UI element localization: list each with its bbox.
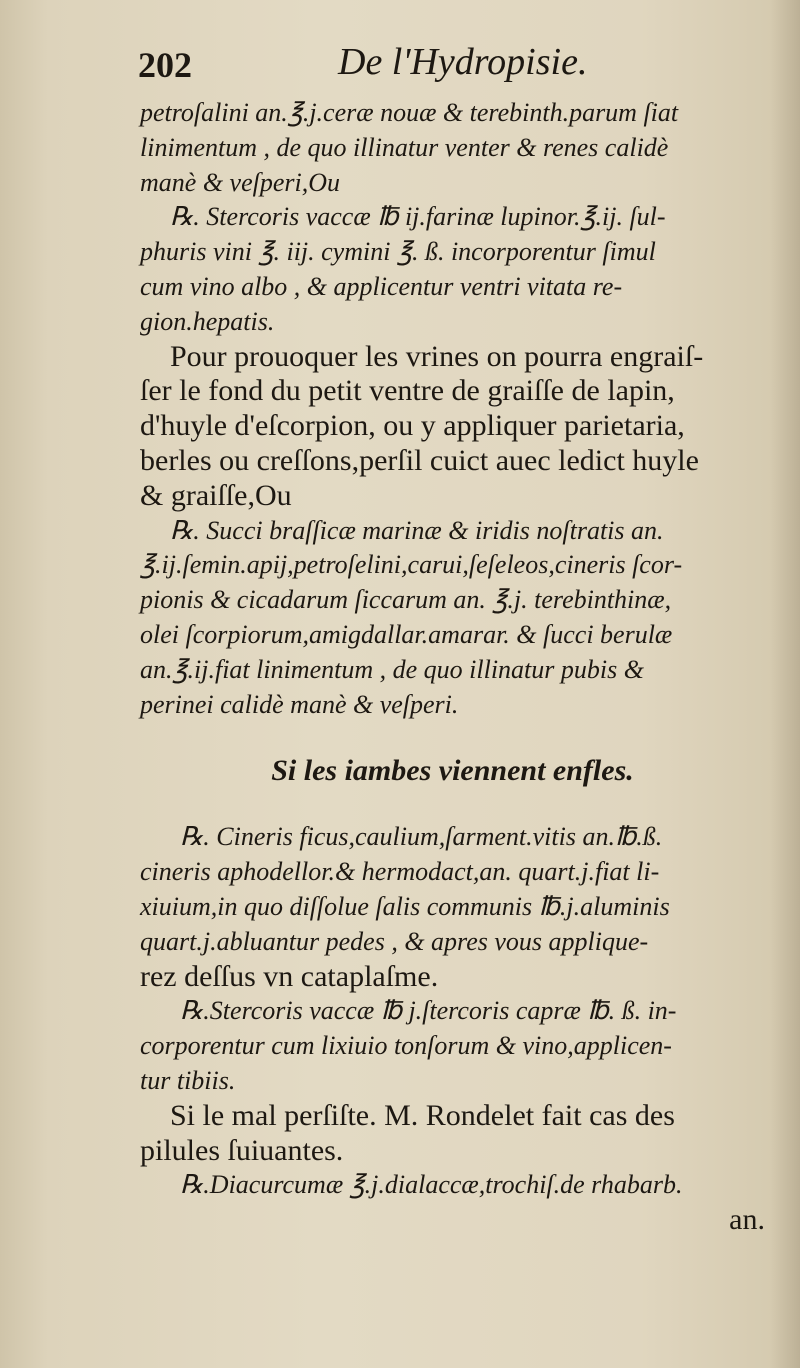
latin-text-line: petroſalini an.℥.j.ceræ nouæ & terebinth.parum ſiat xyxy=(140,98,679,127)
french-text-line: rez deſſus vn cataplaſme. xyxy=(140,959,439,993)
latin-text-line: ℞.Diacurcumæ ℥.j.dialaccæ,trochiſ.de rhabarb. xyxy=(180,1170,683,1200)
latin-text-line: corporentur cum lixiuio tonſorum & vino,applicen- xyxy=(140,1031,672,1061)
french-text-line: pilules ſuiuantes. xyxy=(140,1133,344,1167)
french-text-line: Si le mal perſiſte. M. Rondelet fait cas des xyxy=(170,1098,675,1132)
french-text-line: & graiſſe,Ou xyxy=(140,478,292,512)
french-text-line: ſer le fond du petit ventre de graiſſe de lapin, xyxy=(140,374,675,408)
latin-text-line: cineris aphodellor.& hermodact,an. quart.j.fiat li- xyxy=(140,857,660,887)
latin-text-line: perinei calidè manè & veſperi. xyxy=(140,689,459,719)
latin-text-line: xiuium,in quo diſſolue ſalis communis ℔.j.aluminis xyxy=(140,891,670,921)
running-head: De l'Hydropisie. xyxy=(338,41,588,83)
latin-text-line: manè & veſperi,Ou xyxy=(140,167,341,197)
latin-text-line: ℞. Succi braſſicæ marinæ & iridis noſtratis an. xyxy=(170,515,664,545)
page-header xyxy=(138,40,758,90)
latin-text-line: gion.hepatis. xyxy=(140,306,275,336)
latin-text-line: cum vino albo , & applicentur ventri vitata re- xyxy=(140,271,623,301)
latin-text-line: ℞. Stercoris vaccæ ℔ ij.farinæ lupinor.℥.ij. ſul- xyxy=(170,202,666,232)
latin-text-line: ℞. Cineris ficus,caulium,ſarment.vitis an.℔.ß. xyxy=(180,822,663,852)
latin-text-line: phuris vini ℥. iij. cymini ℥. ß. incorporentur ſimul xyxy=(140,237,656,267)
latin-text-line: ℞.Stercoris vaccæ ℔ j.ſtercoris capræ ℔. ß. in- xyxy=(180,996,677,1026)
page-fold-shadow xyxy=(770,0,800,1368)
latin-text-line: olei ſcorpiorum,amigdallar.amarar. & ſucci berulæ xyxy=(140,619,673,649)
body-text xyxy=(140,96,765,1238)
latin-text-line: tur tibiis. xyxy=(140,1065,236,1095)
latin-text-line: quart.j.abluantur pedes , & apres vous applique- xyxy=(140,926,649,956)
latin-text-line: an.℥.ij.fiat linimentum , de quo illinatur pubis & xyxy=(140,654,644,684)
french-text-line: d'huyle d'eſcorpion, ou y appliquer parietaria, xyxy=(140,409,685,443)
latin-text-line: pionis & cicadarum ſiccarum an. ℥.j. terebinthinæ, xyxy=(140,585,672,615)
page-number: 202 xyxy=(138,45,192,85)
french-text-line: an. xyxy=(729,1203,765,1237)
latin-text-line: ℥.ij.ſemin.apij,petroſelini,carui,ſeſeleos,cineris ſcor- xyxy=(140,550,683,580)
french-text-line: berles ou creſſons,perſil cuict auec ledict huyle xyxy=(140,443,699,477)
section-heading: Si les iambes viennent enfles. xyxy=(271,754,634,788)
latin-text-line: linimentum , de quo illinatur venter & renes calidè xyxy=(140,132,669,162)
french-text-line: Pour prouoquer les vrines on pourra engraiſ- xyxy=(170,339,704,373)
